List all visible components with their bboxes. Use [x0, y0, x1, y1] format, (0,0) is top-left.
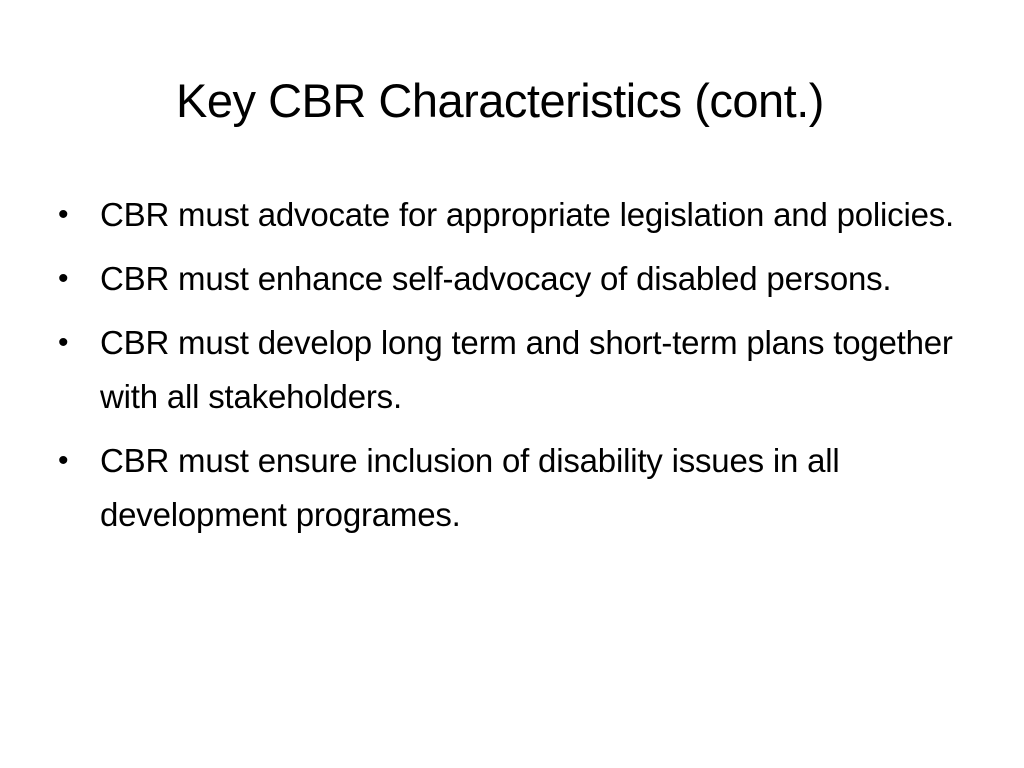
bullet-text: CBR must enhance self-advocacy of disabled persons. [100, 260, 892, 297]
bullet-icon: • [58, 262, 69, 295]
bullet-item [58, 188, 978, 242]
bullet-item [58, 252, 978, 306]
bullet-text: CBR must advocate for appropriate legislation and policies. [100, 196, 954, 233]
bullet-text: CBR must develop long term and short-term plans together with all stakeholders. [100, 324, 953, 415]
bullet-item [58, 316, 978, 424]
bullet-item [58, 434, 978, 542]
bullet-list [58, 188, 978, 552]
bullet-icon: • [58, 444, 69, 477]
slide-title: Key CBR Characteristics (cont.) [176, 74, 824, 127]
bullet-text: CBR must ensure inclusion of disability issues in all development programes. [100, 442, 840, 533]
bullet-icon: • [58, 326, 69, 359]
bullet-icon: • [58, 198, 69, 231]
